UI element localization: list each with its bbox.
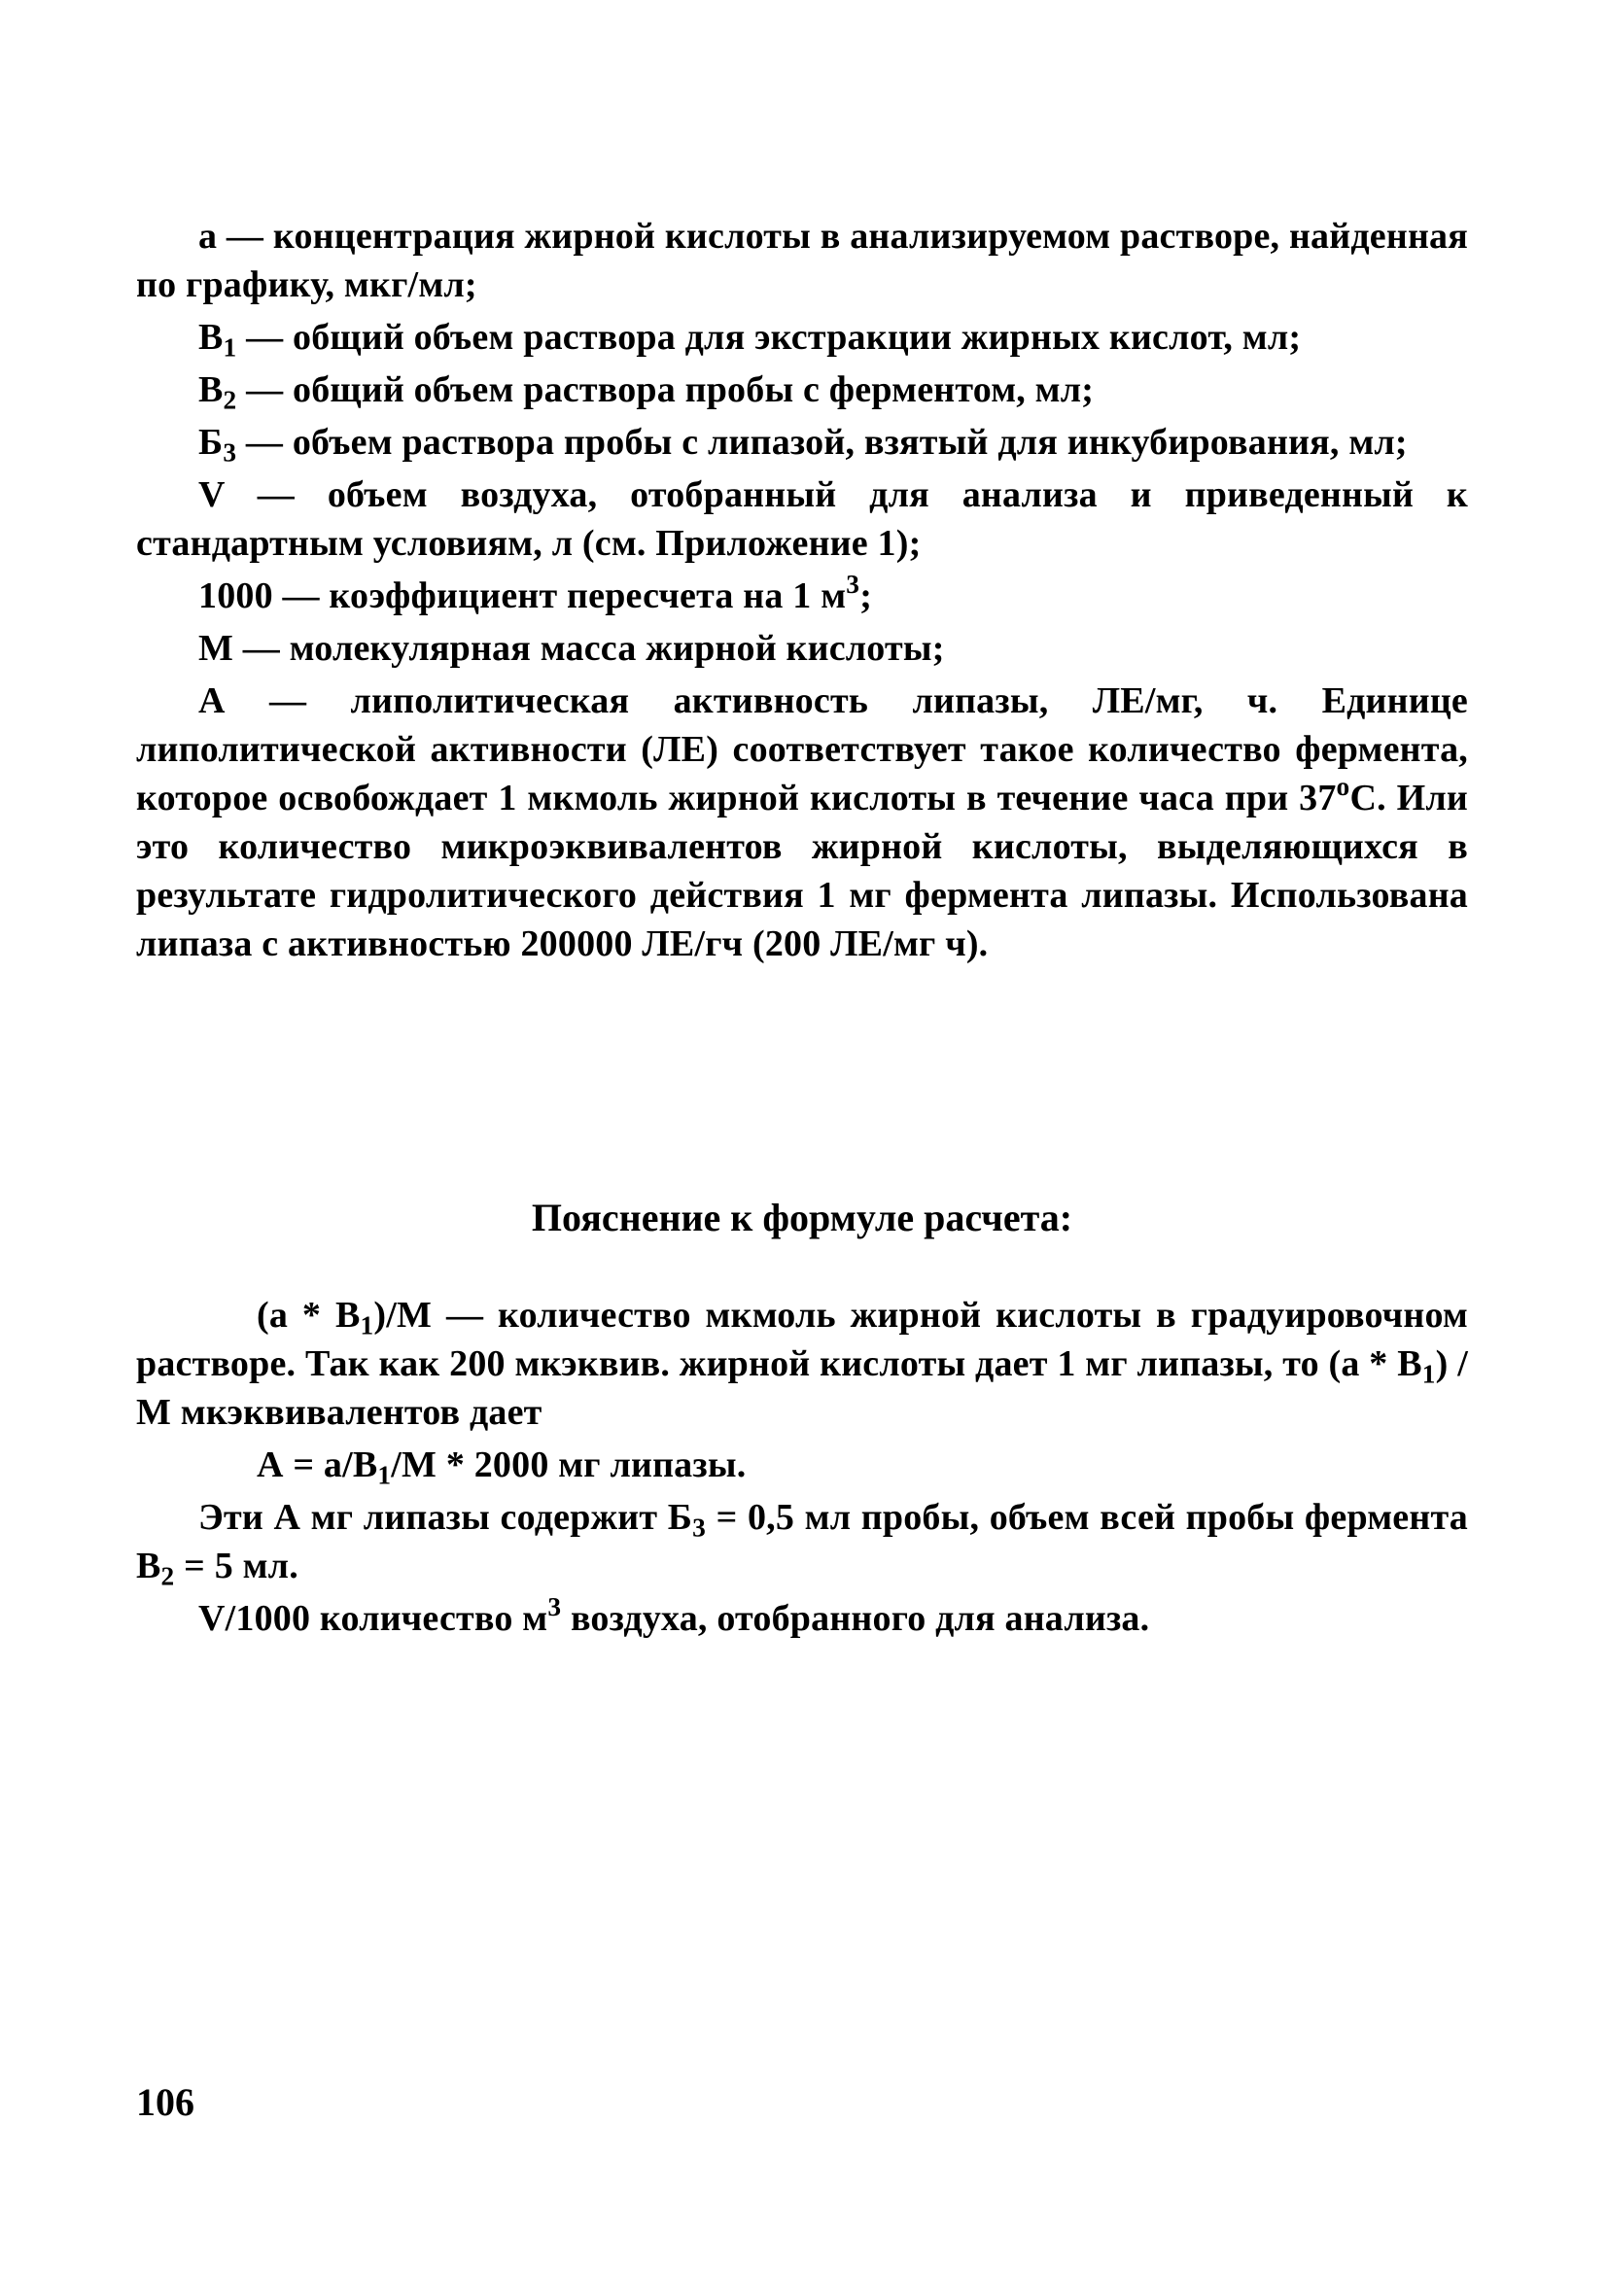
definition-text: — объем раствора пробы с липазой, взятый для инкубирования, мл;: [236, 422, 1408, 463]
subscript: 3: [692, 1513, 707, 1543]
definition-volume: [136, 470, 1468, 568]
definition-b3: [136, 418, 1468, 467]
definition-1000: [136, 569, 1468, 620]
definition-text: — общий объем раствора пробы с ферментом, мл;: [236, 369, 1095, 410]
definition-text: 1000 — коэффициент пересчета на 1 м: [198, 575, 847, 616]
subscript: 3: [223, 437, 237, 468]
explanation-text: )/М — количество мкмоль жирной кислоты в градуировочном растворе. Так как 200 мкэквив. жирной кислоты дает 1 мг липазы, то (а * В: [136, 1295, 1469, 1384]
definition-m: [136, 624, 1468, 673]
explanation-text: воздуха, отобранного для анализа.: [561, 1598, 1150, 1639]
subscript: 1: [1421, 1359, 1436, 1389]
formula-text: А = а/В: [257, 1444, 378, 1485]
definition-text: С. Или это количество микроэквивалентов жирной кислоты, выделяющихся в результате гидролитического действия 1 мг фермента липазы. Использована липаза с активностью 200000 ЛЕ/гч (200 ЛЕ/мг ч).: [136, 778, 1469, 964]
explanation-paragraph-1: [136, 1291, 1468, 1437]
definition-v2: [136, 365, 1468, 414]
definition-text: V — объем воздуха, отобранный для анализа и приведенный к стандартным условиям, л (см. Приложение 1);: [136, 474, 1468, 564]
definitions-list: [136, 212, 1468, 972]
definition-text: а — концентрация жирной кислоты в анализируемом растворе, найденная по графику, мкг/мл;: [136, 216, 1468, 305]
definition-v1: [136, 313, 1468, 362]
formula-text: /М * 2000 мг липазы.: [391, 1444, 747, 1485]
explanation-text: V/1000 количество м: [198, 1598, 548, 1639]
subscript: 2: [223, 385, 237, 415]
explanation-text: = 0,5 мл пробы, объем всей пробы фермента В: [136, 1497, 1468, 1586]
superscript: 3: [846, 569, 860, 599]
explanation-text: ) / М мкэквивалентов дает: [136, 1343, 1468, 1433]
explanation-text: = 5 мл.: [174, 1546, 298, 1586]
subscript: 1: [360, 1310, 374, 1340]
definition-activity: [136, 677, 1468, 968]
subscript: 1: [377, 1460, 392, 1490]
explanation-paragraph-3: [136, 1591, 1468, 1643]
explanation-text: Эти А мг липазы содержит Б: [198, 1497, 693, 1538]
definition-symbol: В: [198, 317, 224, 358]
definition-symbol: В: [198, 369, 224, 410]
superscript: о: [1336, 771, 1350, 801]
definition-text: ;: [859, 575, 873, 616]
definition-text: А — липолитическая активность липазы, ЛЕ/мг, ч. Единице липолитической активности (ЛЕ) соответствует такое количество фермента, которое освобождает 1 мкмоль жирной кислоты в течение часа при 37: [136, 680, 1468, 818]
definition-a: [136, 212, 1468, 309]
formula-line: [136, 1441, 1468, 1489]
explanation-text: (а * В: [257, 1295, 361, 1336]
superscript: 3: [547, 1591, 562, 1621]
section-heading: Пояснение к формуле расчета:: [531, 1196, 1073, 1239]
formula-explanation: [136, 1291, 1468, 1647]
subscript: 1: [223, 332, 237, 363]
definition-text: М — молекулярная масса жирной кислоты;: [198, 628, 945, 669]
definition-text: — общий объем раствора для экстракции жирных кислот, мл;: [236, 317, 1302, 358]
subscript: 2: [160, 1561, 175, 1591]
definition-symbol: Б: [198, 422, 224, 463]
page-number: 106: [136, 2080, 194, 2124]
explanation-paragraph-2: [136, 1493, 1468, 1590]
